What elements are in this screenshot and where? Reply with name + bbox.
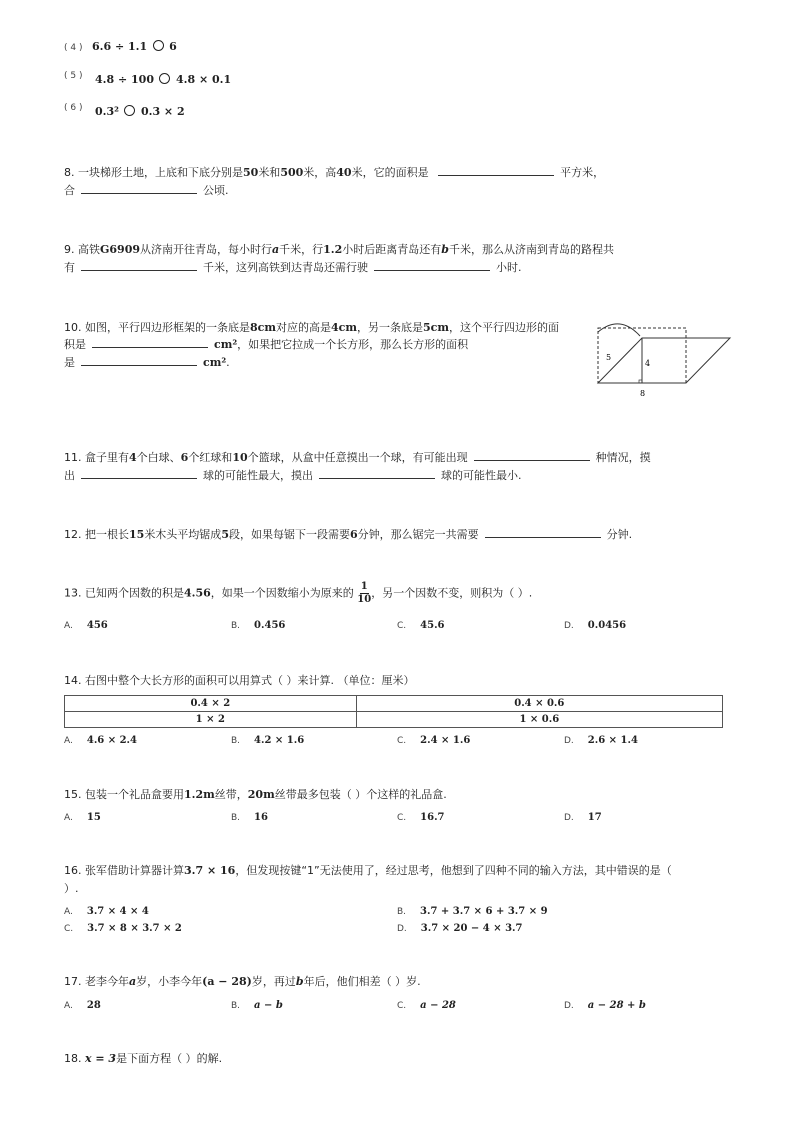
question-11-line2 (64, 467, 522, 483)
parallelogram-shape (598, 338, 730, 383)
option-label: A. (64, 736, 73, 746)
comparison-5 (64, 68, 82, 81)
answer-blank[interactable] (81, 183, 197, 194)
q10-number: 5cm (423, 321, 449, 334)
option-value: 0.456 (254, 620, 286, 631)
answer-blank[interactable] (92, 337, 208, 348)
q9-text: 9. 高铁 (64, 243, 100, 256)
answer-blank[interactable] (81, 468, 197, 479)
question-18 (64, 1050, 222, 1066)
q8-number: 500 (280, 166, 304, 179)
q11-text: 11. 盒子里有 (64, 451, 129, 464)
var-b: b (441, 243, 449, 256)
option-value: 15 (86, 812, 101, 823)
q16-option-d[interactable] (397, 923, 523, 934)
q12-number: 5 (221, 528, 229, 541)
q14-option-a[interactable] (64, 735, 137, 746)
q12-number: 6 (349, 528, 358, 541)
q10-text: 对应的高是 (276, 321, 331, 334)
answer-blank[interactable] (374, 260, 490, 271)
answer-blank[interactable] (81, 260, 197, 271)
q8-text: 合 (64, 184, 75, 197)
base-label: 8 (640, 389, 646, 398)
q17-option-d[interactable] (564, 1000, 646, 1011)
train-number: G6909 (100, 243, 141, 256)
q9-text: 千米，这列高铁到达青岛还需行驶 (203, 261, 368, 274)
answer-blank[interactable] (81, 355, 197, 366)
q9-text: 千米，那么从济南到青岛的路程共 (449, 243, 614, 256)
option-label: D. (564, 813, 574, 823)
q11-text: 出 (64, 469, 75, 482)
q13-option-d[interactable] (564, 620, 626, 631)
option-value: 4.2 × 1.6 (254, 735, 305, 746)
q11-number: 6 (180, 451, 189, 464)
question-15 (64, 786, 447, 802)
q11-text: 个白球、 (136, 451, 181, 464)
option-label: C. (397, 1001, 407, 1011)
fraction-denominator: 10 (357, 594, 372, 605)
q10-number: 8cm (250, 321, 276, 334)
option-label: C. (64, 924, 74, 934)
option-value: 28 (86, 1000, 101, 1011)
answer-blank[interactable] (319, 468, 435, 479)
q8-text: 米和 (258, 166, 281, 179)
question-9 (64, 241, 614, 257)
option-label: A. (64, 907, 73, 917)
option-value: a − 28 (420, 1000, 456, 1011)
fraction-one-tenth (357, 582, 371, 605)
option-value: a − 28 + b (587, 1000, 646, 1011)
q16-text: ）. (64, 882, 79, 895)
unit-cm2: cm² (203, 356, 227, 369)
circle-blank-icon[interactable] (124, 105, 135, 116)
option-label: C. (397, 621, 407, 631)
q18-expression: x = 3 (85, 1052, 117, 1065)
circle-blank-icon[interactable] (159, 73, 170, 84)
option-label: D. (397, 924, 407, 934)
question-17 (64, 973, 421, 989)
option-value: 4.6 × 2.4 (86, 735, 137, 746)
q16-text: ，但发现按键“1”无法使用了，经过思考，他想到了四种不同的输入方法，其中错误的是（ (235, 864, 672, 877)
q15-text: 15. 包装一个礼品盒要用 (64, 788, 184, 801)
expr-right: 0.3 × 2 (140, 105, 185, 118)
comparison-6-expr (95, 105, 185, 118)
option-value: 0.0456 (587, 620, 627, 631)
q9-number: 1.2 (323, 243, 343, 256)
question-16-line2 (64, 880, 79, 896)
q10-text: ，另一条底是 (357, 321, 423, 334)
comparison-6 (64, 100, 82, 113)
q10-number: 4cm (331, 321, 357, 334)
q10-text: ，如果把它拉成一个长方形，那么长方形的面积 (237, 338, 469, 351)
q11-text: 球的可能性最小. (441, 469, 522, 482)
option-label: D. (564, 1001, 574, 1011)
q17-text: 岁，小李今年 (136, 975, 203, 988)
unit-cm2: cm² (214, 338, 238, 351)
q17-option-a[interactable] (64, 1000, 101, 1011)
q14-option-d[interactable] (564, 735, 638, 746)
expr-left: 4.8 ÷ 100 (95, 73, 154, 86)
q17-text: 岁，再过 (251, 975, 296, 988)
q14-option-b[interactable] (231, 735, 304, 746)
item-index: ( 4 ) (64, 43, 83, 53)
question-8-line2 (64, 182, 229, 198)
q9-text: 小时后距离青岛还有 (342, 243, 442, 256)
q10-period: . (226, 356, 230, 369)
q14-option-c[interactable] (397, 735, 470, 746)
expr-right: 4.8 × 0.1 (175, 73, 232, 86)
q9-text: 千米，行 (279, 243, 324, 256)
q12-number: 15 (129, 528, 145, 541)
option-value: 3.7 × 20 − 4 × 3.7 (420, 923, 523, 934)
option-label: A. (64, 813, 73, 823)
option-label: B. (397, 907, 407, 917)
table-cell: 1 × 0.6 (356, 712, 722, 728)
option-value: a − b (254, 1000, 283, 1011)
item-index: ( 6 ) (64, 103, 83, 113)
q15-text: 丝带最多包装（ ）个这样的礼品盒. (274, 788, 447, 801)
q16-option-a[interactable] (64, 906, 149, 917)
q8-number: 40 (336, 166, 352, 179)
q9-text: 从济南开往青岛，每小时行 (140, 243, 273, 256)
q15-number: 1.2m (184, 788, 215, 801)
q12-text: 12. 把一根长 (64, 528, 129, 541)
var-a: a (272, 243, 280, 256)
question-10-line2 (64, 336, 468, 352)
q10-text: 是 (64, 356, 75, 369)
option-value: 2.4 × 1.6 (420, 735, 471, 746)
q8-text: 平方米， (560, 166, 605, 179)
q12-text: 分钟，那么锯完一共需要 (357, 528, 479, 541)
option-value: 3.7 × 4 × 4 (86, 906, 149, 917)
q8-text: 米，它的面积是 (351, 166, 429, 179)
question-11 (64, 449, 651, 465)
q17-text: 年后，他们相差（ ）岁. (303, 975, 421, 988)
option-label: C. (397, 813, 407, 823)
circle-blank-icon[interactable] (153, 40, 164, 51)
arc-line (598, 324, 640, 336)
q11-text: 球的可能性最大，摸出 (203, 469, 313, 482)
comparison-5-expr (95, 73, 231, 86)
question-14 (64, 672, 414, 688)
option-label: B. (231, 736, 241, 746)
q12-text: 分钟. (606, 528, 633, 541)
parallelogram-figure (590, 318, 732, 400)
var-b: b (295, 975, 304, 988)
option-value: 3.7 + 3.7 × 6 + 3.7 × 9 (420, 906, 548, 917)
q17-text: 17. 老李今年 (64, 975, 129, 988)
item-index: ( 5 ) (64, 71, 83, 81)
table-cell: 0.4 × 2 (65, 696, 357, 712)
q16-option-c[interactable] (64, 923, 182, 934)
q9-text: 有 (64, 261, 75, 274)
var-a: a (129, 975, 137, 988)
height-label: 4 (645, 359, 651, 368)
q11-number: 10 (232, 451, 248, 464)
q8-text: 公顷. (203, 184, 229, 197)
q13-number: 4.56 (184, 586, 211, 600)
question-16 (64, 862, 672, 878)
question-10-line3 (64, 354, 230, 370)
answer-blank[interactable] (474, 450, 590, 461)
option-label: B. (231, 621, 241, 631)
answer-blank[interactable] (438, 165, 554, 176)
q13-option-c[interactable] (397, 620, 445, 631)
q13-text: 13. 已知两个因数的积是 (64, 586, 184, 600)
q10-text: ，这个平行四边形的面 (449, 321, 559, 334)
q15-text: 丝带， (214, 788, 248, 801)
question-8 (64, 164, 604, 180)
q15-option-b[interactable] (231, 812, 268, 823)
q16-expression: 3.7 × 16 (184, 864, 236, 877)
q15-option-d[interactable] (564, 812, 602, 823)
q11-text: 个篮球，从盒中任意摸出一个球，有可能出现 (247, 451, 468, 464)
q13-option-b[interactable] (231, 620, 285, 631)
fraction-numerator: 1 (360, 581, 368, 592)
q13-text: ，如果一个因数缩小为原来的 (210, 586, 354, 600)
area-table (64, 695, 723, 728)
q11-text: 个红球和 (188, 451, 233, 464)
option-label: B. (231, 1001, 241, 1011)
comparison-4 (64, 40, 177, 53)
table-row (65, 696, 723, 712)
option-value: 3.7 × 8 × 3.7 × 2 (87, 923, 182, 934)
q17-option-c[interactable] (397, 1000, 456, 1011)
answer-blank[interactable] (485, 527, 601, 538)
question-10 (64, 319, 559, 335)
q8-number: 50 (243, 166, 259, 179)
expr-right: 6 (169, 40, 177, 53)
option-value: 45.6 (420, 620, 445, 631)
option-label: A. (64, 621, 73, 631)
question-12 (64, 526, 632, 542)
option-value: 17 (587, 812, 602, 823)
q13-option-a[interactable] (64, 620, 108, 631)
table-cell: 0.4 × 0.6 (356, 696, 722, 712)
q8-text: 8. 一块梯形土地，上底和下底分别是 (64, 166, 243, 179)
q8-text: 米，高 (303, 166, 337, 179)
q17-expression: (a − 28) (202, 975, 252, 988)
q16-option-b[interactable] (397, 906, 548, 917)
q18-text: 是下面方程（ ）的解. (116, 1052, 223, 1065)
question-13 (64, 582, 532, 605)
q12-text: 米木头平均锯成 (144, 528, 222, 541)
q10-text: 10. 如图，平行四边形框架的一条底是 (64, 321, 250, 334)
option-label: D. (564, 621, 574, 631)
q15-option-c[interactable] (397, 812, 445, 823)
table-row (65, 712, 723, 728)
option-label: D. (564, 736, 574, 746)
side-label: 5 (606, 353, 612, 362)
q18-text: 18. (64, 1052, 85, 1065)
q10-text: 积是 (64, 338, 86, 351)
option-value: 2.6 × 1.4 (587, 735, 638, 746)
option-label: A. (64, 1001, 73, 1011)
q16-text: 16. 张军借助计算器计算 (64, 864, 184, 877)
q17-option-b[interactable] (231, 1000, 283, 1011)
option-value: 456 (86, 620, 108, 631)
table-cell: 1 × 2 (65, 712, 357, 728)
option-label: C. (397, 736, 407, 746)
q15-number: 20m (247, 788, 275, 801)
question-9-line2 (64, 259, 522, 275)
option-value: 16 (254, 812, 268, 823)
option-value: 16.7 (420, 812, 445, 823)
q15-option-a[interactable] (64, 812, 101, 823)
q9-text: 小时. (496, 261, 522, 274)
q12-text: 段，如果每锯下一段需要 (228, 528, 350, 541)
q11-number: 4 (129, 451, 137, 464)
q14-text: 14. 右图中整个大长方形的面积可以用算式（ ）来计算. （单位：厘米） (64, 674, 415, 687)
option-label: B. (231, 813, 241, 823)
q13-text: ，另一个因数不变，则积为（ ）. (371, 586, 533, 600)
expr-left: 6.6 ÷ 1.1 (91, 40, 148, 53)
expr-left: 0.3² (95, 105, 119, 118)
q11-text: 种情况，摸 (595, 451, 651, 464)
